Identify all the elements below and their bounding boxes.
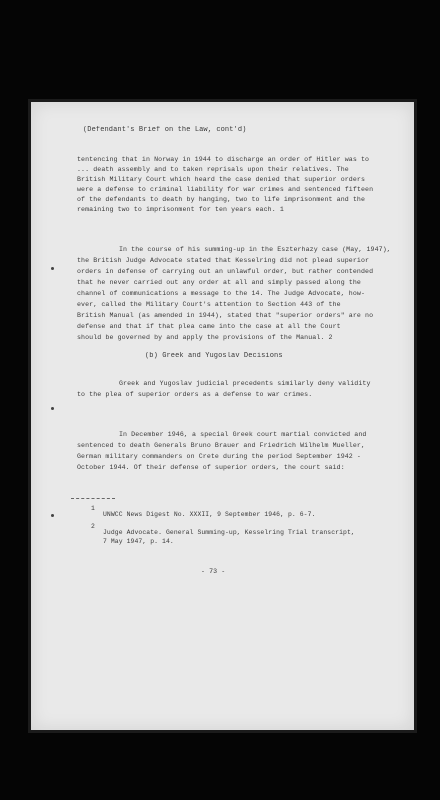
text-line: In December 1946, a special Greek court martial convicted and (119, 431, 367, 438)
scanned-page (31, 102, 414, 730)
margin-mark (51, 514, 54, 517)
text-line: to the plea of superior orders as a defense to war crimes. (77, 391, 313, 398)
text-line: October 1944. Of their defense of superior orders, the court said: (77, 464, 345, 471)
text-line: Greek and Yugoslav judicial precedents similarly deny validity (119, 380, 371, 387)
footnote-marker: 2 (91, 523, 95, 530)
text-line: British Manual (as amended in 1944), stated that "superior orders" are no (77, 312, 374, 319)
text-line: should be governed by and apply the provisions of the Manual. 2 (77, 334, 333, 341)
margin-mark (51, 267, 54, 270)
footnote-marker: 1 (91, 505, 95, 512)
text-line: of the defendants to death by hanging, two to life imprisonment and the (77, 196, 366, 203)
text-line: sentenced to death Generals Bruno Brauer and Friedrich Wilhelm Mueller, (77, 442, 366, 449)
page-number: - 73 - (201, 568, 226, 575)
section-heading: (b) Greek and Yugoslav Decisions (145, 352, 283, 360)
text-line: ever, called the Military Court's attention to Section 443 of the (77, 301, 341, 308)
footnote-text: Judge Advocate. General Summing-up, Kesselring Trial transcript, (103, 529, 355, 536)
text-line: defense and that if that plea came into the case at all the Court (77, 323, 341, 330)
text-line: In the course of his summing-up in the Eszterhazy case (May, 1947), (119, 246, 391, 253)
text-line: tentencing that in Norway in 1944 to discharge an order of Hitler was to (77, 156, 370, 163)
footnote-divider (71, 498, 115, 499)
text-line: were a defense to criminal liability for war crimes and sentenced fifteen (77, 186, 374, 193)
text-line: remaining two to imprisonment for ten years each. 1 (77, 206, 284, 213)
page-header: (Defendant's Brief on the Law, cont'd) (83, 126, 247, 134)
text-line: British Military Court which heard the case denied that superior orders (77, 176, 366, 183)
text-line: German military commanders on Crete during the period September 1942 - (77, 453, 361, 460)
footnote-text: UNWCC News Digest No. XXXII, 9 September 1946, p. 6-7. (103, 511, 316, 518)
text-line: that he never carried out any order at all and simply passed along the (77, 279, 361, 286)
margin-mark (51, 407, 54, 410)
text-line: channel of communications a message to the 14. The Judge Advocate, how- (77, 290, 366, 297)
text-line: the British Judge Advocate stated that Kesselring did not plead superior (77, 257, 370, 264)
text-line: ... death assembly and to taken reprisals upon their relatives. The (77, 166, 349, 173)
footnote-text-continuation: 7 May 1947, p. 14. (103, 538, 174, 545)
text-line: orders in defense of carrying out an unlawful order, but rather contended (77, 268, 374, 275)
